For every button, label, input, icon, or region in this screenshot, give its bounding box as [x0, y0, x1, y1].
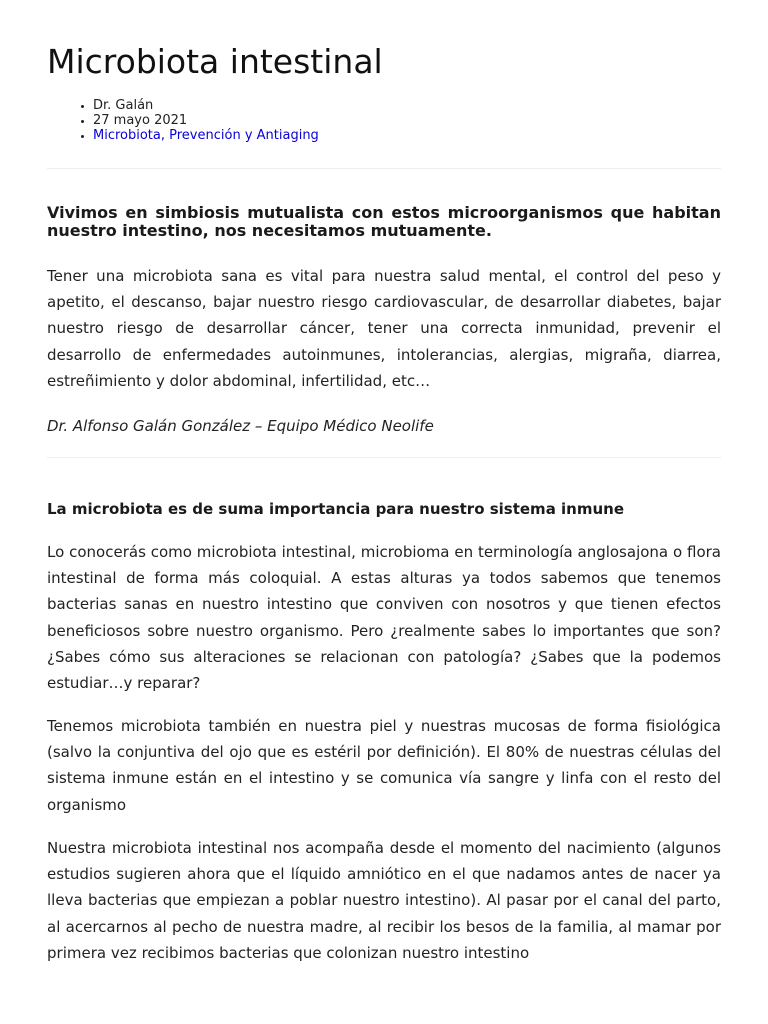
body-paragraph-3: Nuestra microbiota intestinal nos acompaña desde el momento del nacimiento (algunos estudios sugieren ahora que el líquido amniótico en el que nadamos antes de nacer ya lleva bacterias que empiezan a poblar nuestro intestino). Al pasar por el canal del parto, al acercarnos al pecho de nuestra madre, al recibir los besos de la familia, al mamar por primera vez recibimos bacterias que colonizan nuestro intestino: [47, 839, 721, 962]
author-name: Dr. Galán: [93, 98, 154, 113]
article-meta-list: [47, 98, 319, 143]
author-signature: Dr. Alfonso Galán González – Equipo Médico Neolife: [47, 417, 434, 435]
header-divider: [47, 168, 721, 169]
article-title: Microbiota intestinal: [47, 42, 383, 81]
meta-categories: [93, 128, 319, 143]
body-paragraph-2: Tenemos microbiota también en nuestra piel y nuestras mucosas de forma fisiológica (salvo la conjuntiva del ojo que es estéril por definición). El 80% de nuestras células del sistema inmune están en el intestino y se comunica vía sangre y linfa con el resto del organismo: [47, 717, 721, 814]
intro-paragraph: Tener una microbiota sana es vital para nuestra salud mental, el control del peso y apetito, el descanso, bajar nuestro riesgo cardiovascular, de desarrollar diabetes, bajar nuestro riesgo de desarrollar cáncer, tener una correcta inmunidad, prevenir el desarrollo de enfermedades autoinmunes, intolerancias, alergias, migraña, diarrea, estreñimiento y dolor abdominal, infertilidad, etc…: [47, 267, 721, 390]
lead-statement: Vivimos en simbiosis mutualista con estos microorganismos que habitan nuestro intestino, nos necesitamos mutuamente.: [47, 203, 721, 240]
meta-author: [93, 98, 319, 113]
intro-divider: [47, 457, 721, 458]
body-paragraph-1: Lo conocerás como microbiota intestinal, microbioma en terminología anglosajona o flora intestinal de forma más coloquial. A estas alturas ya todos sabemos que tenemos bacterias sanas en nuestro intestino que conviven con nosotros y que tienen efectos beneficiosos sobre nuestro organismo. Pero ¿realmente sabes lo importantes que son? ¿Sabes cómo sus alteraciones se relacionan con patología? ¿Sabes que la podemos estudiar…y reparar?: [47, 543, 721, 693]
section-heading: La microbiota es de suma importancia para nuestro sistema inmune: [47, 500, 625, 518]
meta-date: [93, 113, 319, 128]
category-links[interactable]: Microbiota, Prevención y Antiaging: [93, 128, 319, 143]
publish-date: 27 mayo 2021: [93, 113, 188, 128]
